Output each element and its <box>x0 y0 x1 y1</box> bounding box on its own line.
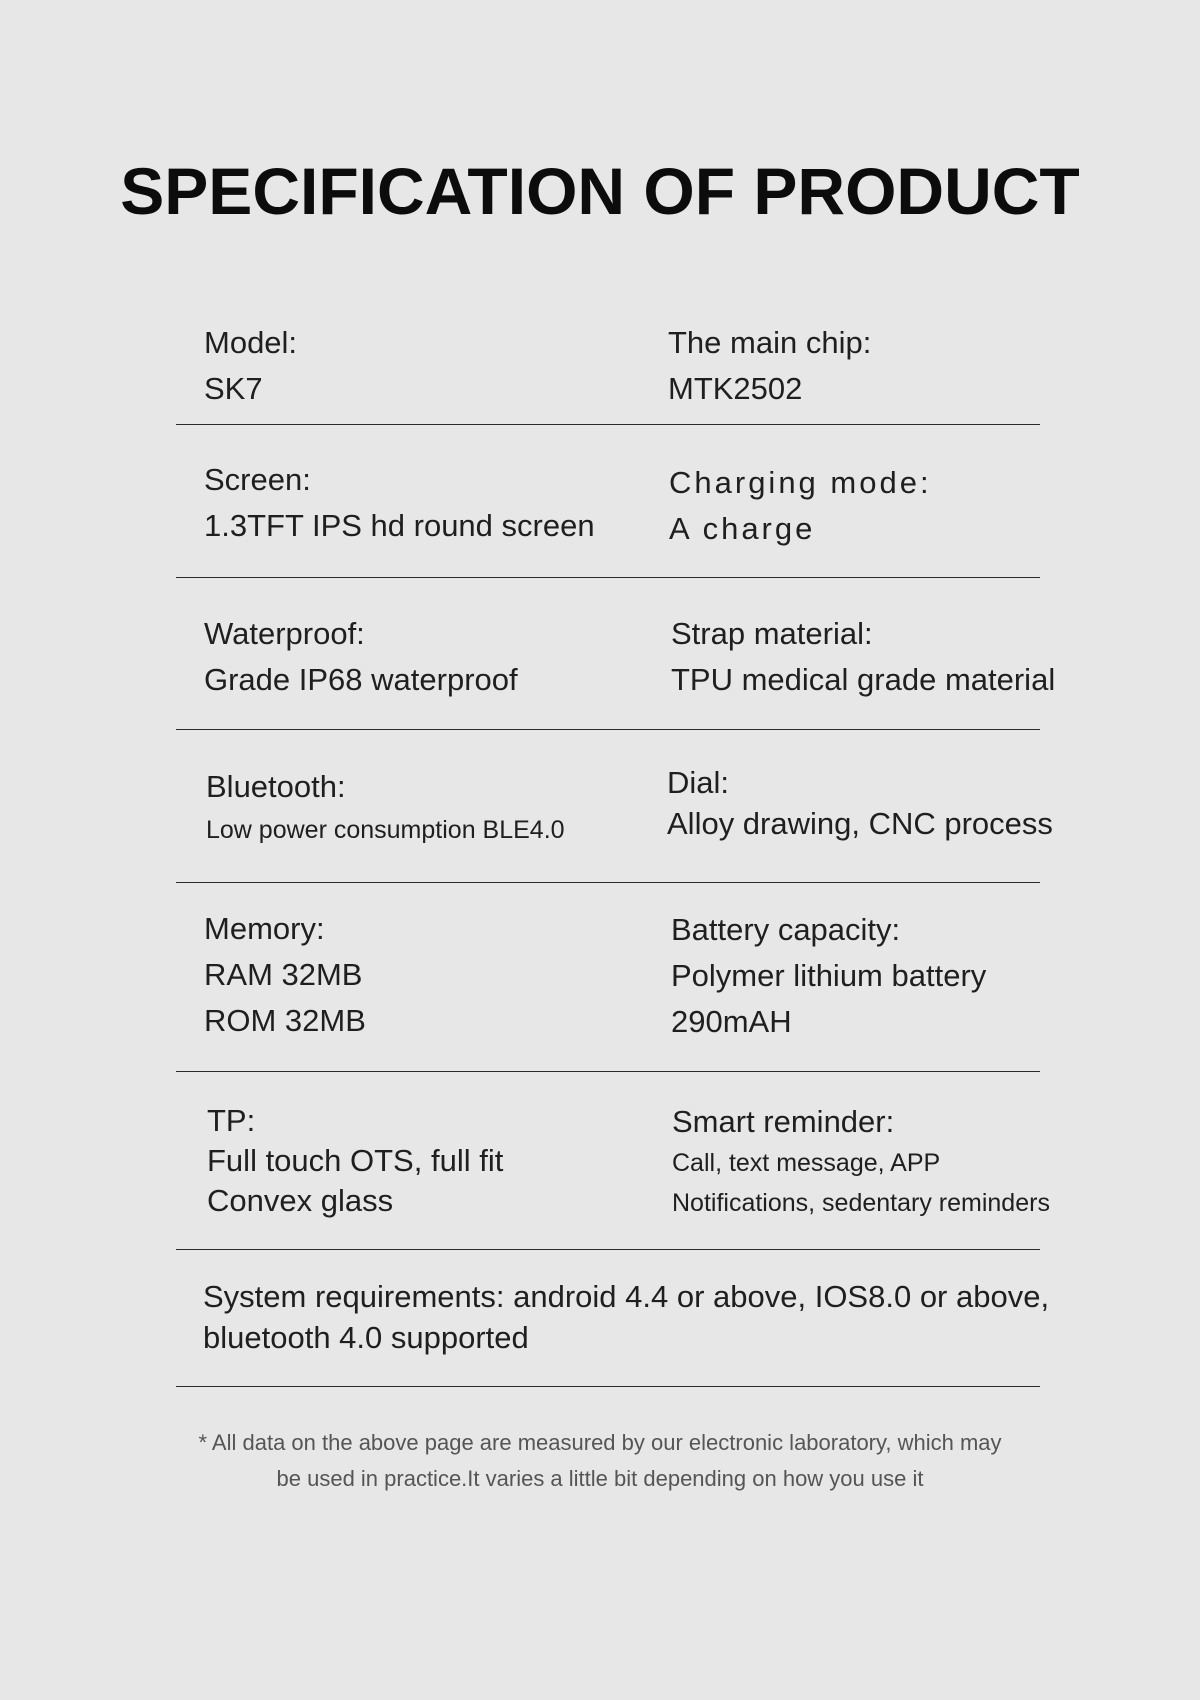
spec-bluetooth-label: Bluetooth: <box>206 769 346 804</box>
spec-dial <box>667 762 1053 844</box>
spec-bluetooth <box>206 764 565 850</box>
spec-strap-material-value: TPU medical grade material <box>671 662 1056 697</box>
spec-screen-label: Screen: <box>204 462 311 497</box>
spec-charging-mode-value: A charge <box>669 511 816 546</box>
row-divider <box>176 1071 1040 1072</box>
spec-tp-label: TP: <box>207 1103 256 1138</box>
spec-battery <box>671 907 986 1045</box>
spec-smart-reminder <box>672 1101 1050 1223</box>
spec-dial-label: Dial: <box>667 765 730 800</box>
spec-tp-line-1: Full touch OTS, full fit <box>207 1143 504 1178</box>
footnote-line-2: be used in practice.It varies a little bit depending on how you use it <box>276 1466 924 1491</box>
footnote <box>0 1425 1200 1497</box>
spec-tp-line-2: Convex glass <box>207 1183 394 1218</box>
spec-battery-label: Battery capacity: <box>671 912 901 947</box>
spec-battery-type: Polymer lithium battery <box>671 958 987 993</box>
system-requirements <box>203 1276 1063 1358</box>
spec-screen <box>204 457 595 549</box>
spec-smart-reminder-line-1: Call, text message, APP <box>672 1149 941 1177</box>
spec-model-label: Model: <box>204 325 298 360</box>
row-divider <box>176 729 1040 730</box>
spec-charging-mode-label: Charging mode: <box>669 465 932 500</box>
row-divider <box>176 882 1040 883</box>
spec-waterproof-value: Grade IP68 waterproof <box>204 662 518 697</box>
spec-waterproof <box>204 611 518 703</box>
spec-strap-material-label: Strap material: <box>671 616 873 651</box>
spec-memory <box>204 906 366 1044</box>
footnote-line-1: * All data on the above page are measured by our electronic laboratory, which may <box>198 1430 1002 1455</box>
row-divider <box>176 1249 1040 1250</box>
spec-charging-mode <box>669 460 932 552</box>
spec-tp <box>207 1101 503 1221</box>
spec-smart-reminder-line-2: Notifications, sedentary reminders <box>672 1189 1050 1217</box>
spec-battery-capacity: 290mAH <box>671 1004 792 1039</box>
spec-main-chip-label: The main chip: <box>668 325 872 360</box>
spec-model <box>204 320 297 412</box>
spec-memory-ram: RAM 32MB <box>204 957 363 992</box>
spec-waterproof-label: Waterproof: <box>204 616 365 651</box>
system-requirements-line-2: bluetooth 4.0 supported <box>203 1320 529 1355</box>
spec-model-value: SK7 <box>204 371 263 406</box>
row-divider <box>176 1386 1040 1387</box>
spec-smart-reminder-label: Smart reminder: <box>672 1104 895 1139</box>
spec-memory-rom: ROM 32MB <box>204 1003 366 1038</box>
spec-bluetooth-value: Low power consumption BLE4.0 <box>206 816 565 844</box>
spec-main-chip-value: MTK2502 <box>668 371 803 406</box>
system-requirements-line-1: System requirements: android 4.4 or above, IOS8.0 or above, <box>203 1279 1050 1314</box>
spec-memory-label: Memory: <box>204 911 325 946</box>
spec-main-chip <box>668 320 871 412</box>
row-divider <box>176 577 1040 578</box>
spec-dial-value: Alloy drawing, CNC process <box>667 806 1053 841</box>
spec-screen-value: 1.3TFT IPS hd round screen <box>204 508 595 543</box>
row-divider <box>176 424 1040 425</box>
page-title: SPECIFICATION OF PRODUCT <box>120 154 1080 228</box>
spec-strap-material <box>671 611 1055 703</box>
